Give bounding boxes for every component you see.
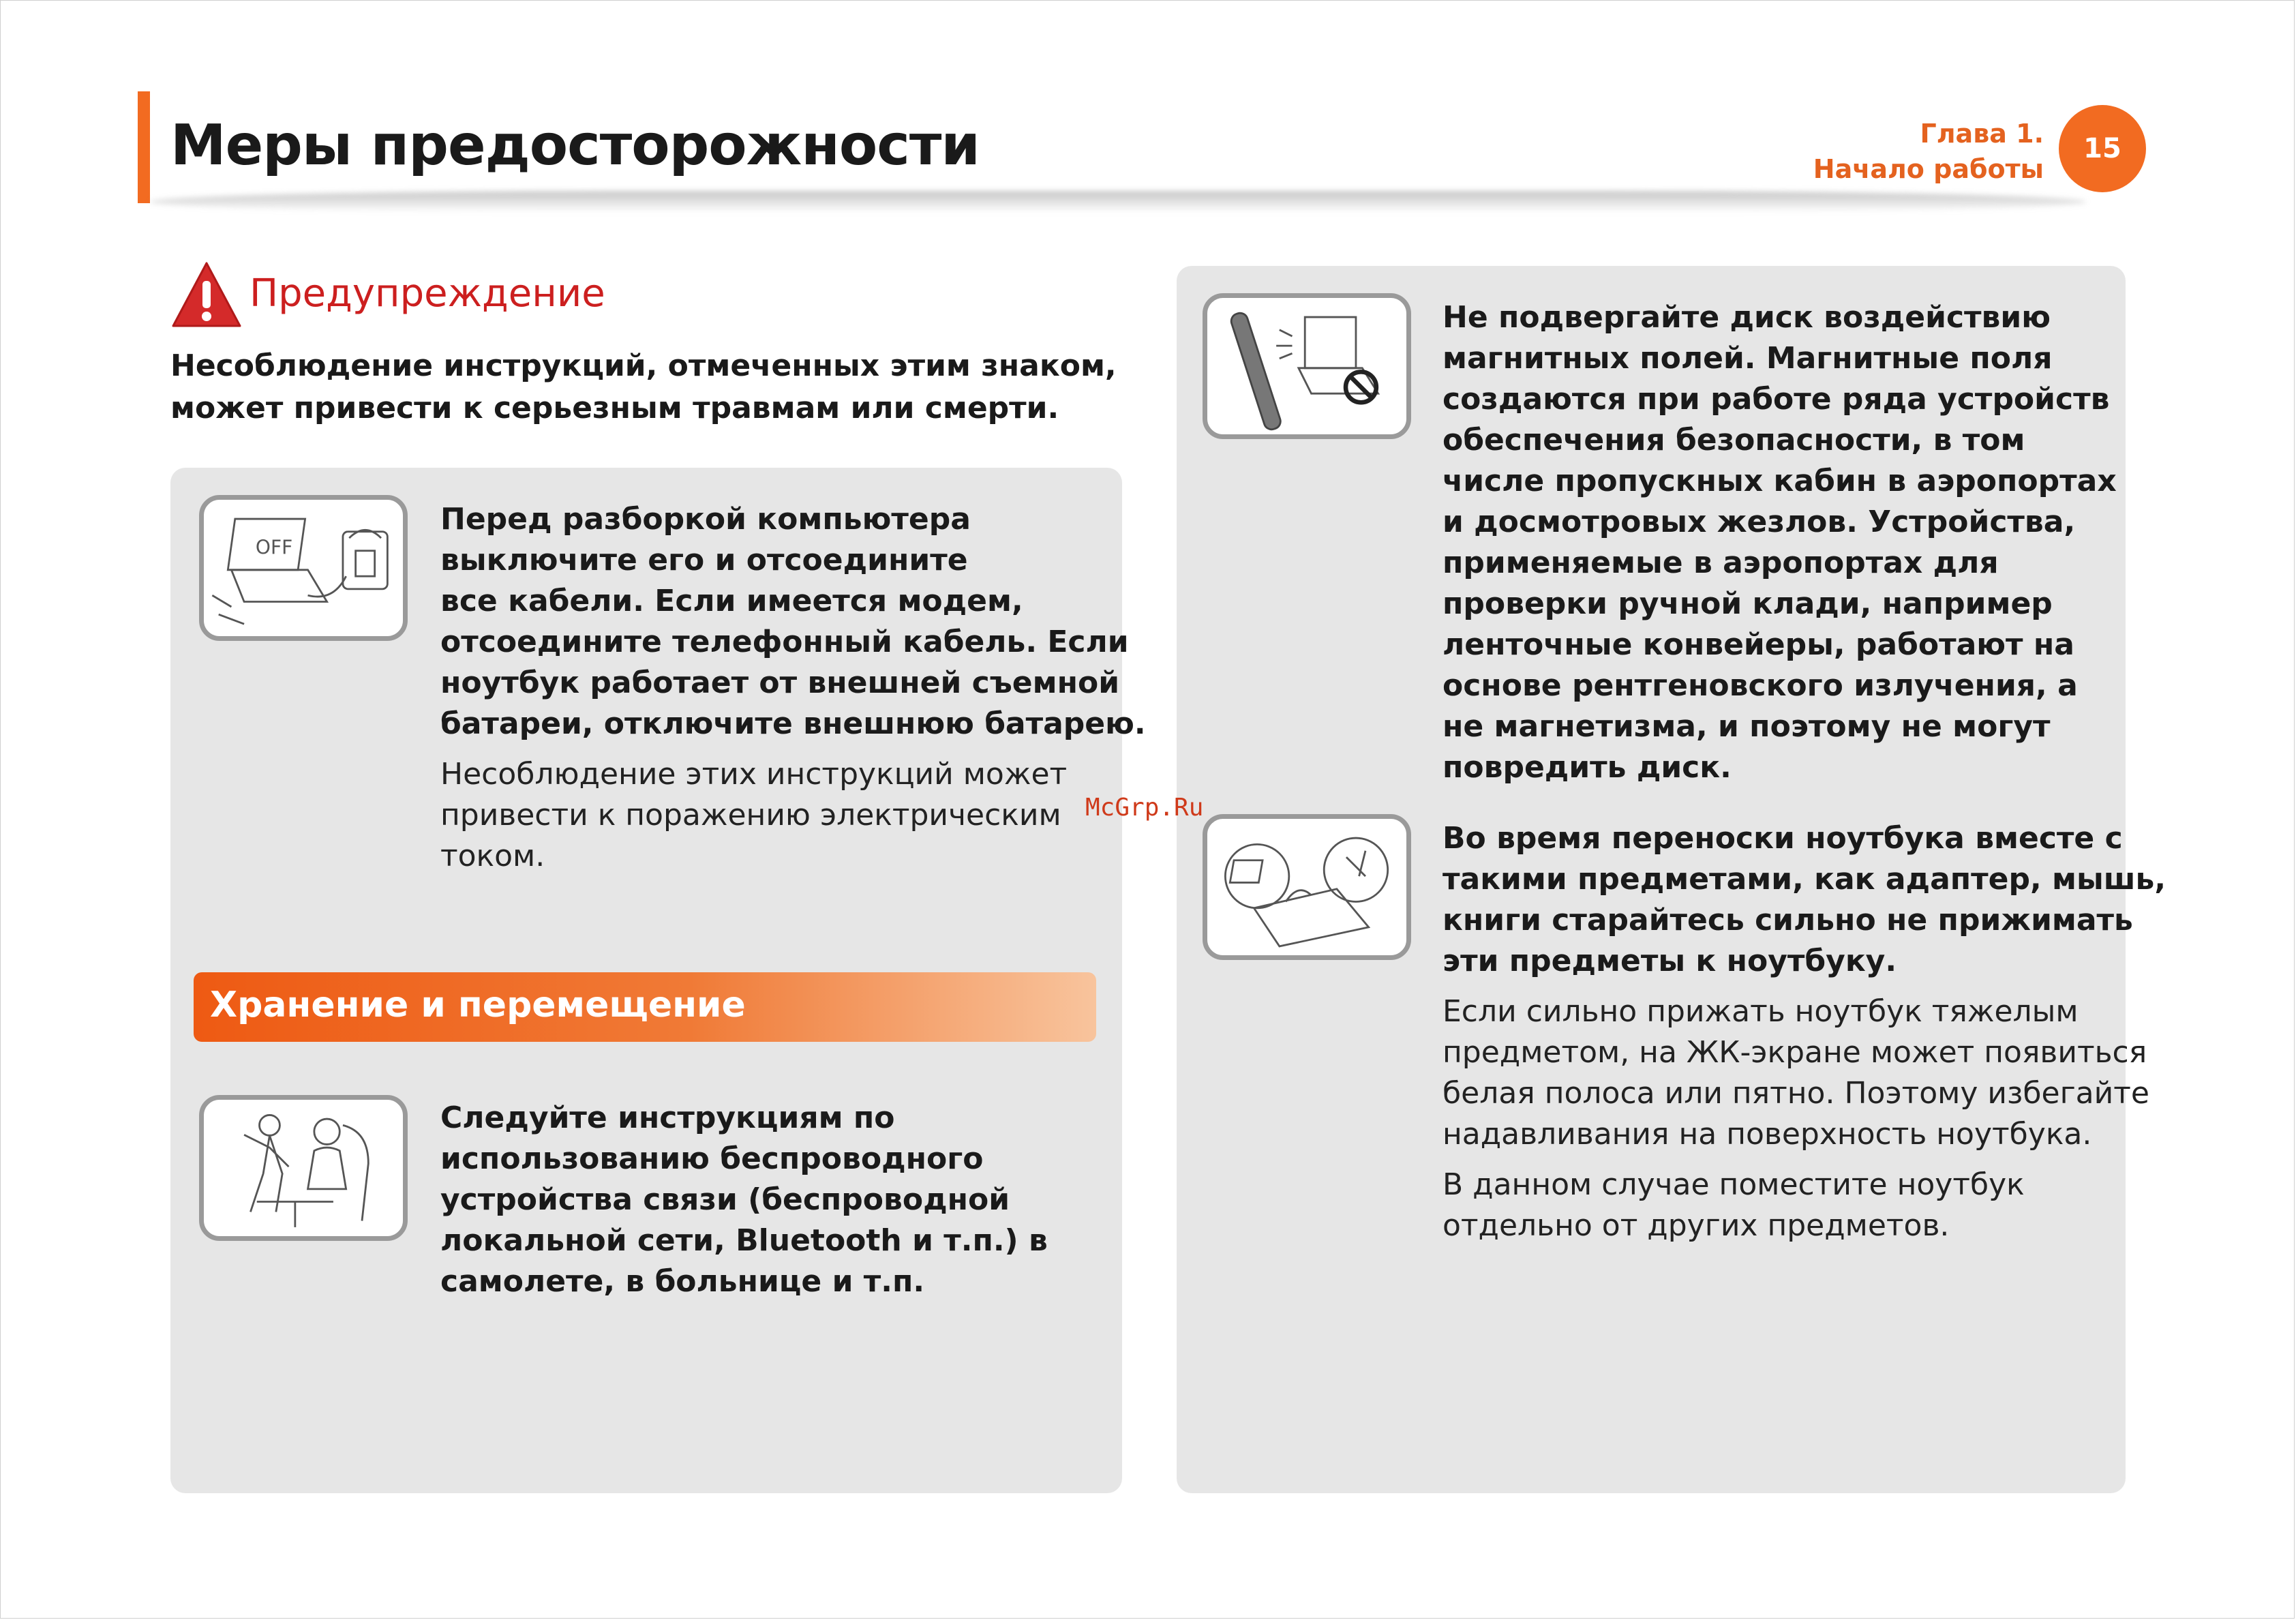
text-line: локальной сети, Bluetooth и т.п.) в (440, 1223, 1048, 1258)
text-line: эти предметы к ноутбуку. (1442, 944, 1897, 978)
title-accent-bar (138, 91, 150, 203)
page-title: Меры предосторожности (170, 113, 980, 178)
airplane-passenger-icon (199, 1095, 408, 1241)
text-line: применяемые в аэропортах для (1442, 545, 1999, 580)
text-line: использованию беспроводного (440, 1141, 984, 1176)
chapter-number: Глава 1. (1920, 119, 2044, 149)
warning-triangle-icon (170, 260, 243, 329)
text-line: не магнетизма, и поэтому не могут (1442, 709, 2051, 744)
text-line: книги старайтесь сильно не прижимать (1442, 903, 2133, 937)
laptop-off-phone-icon (199, 495, 408, 641)
section-title: Хранение и перемещение (210, 985, 746, 1025)
text-line: основе рентгеновского излучения, а (1442, 668, 2078, 703)
text-line: током. (440, 839, 545, 873)
chapter-label (1813, 116, 2044, 187)
warning-text (170, 345, 1117, 430)
text-line: привести к поражению электрическим (440, 798, 1061, 832)
text-line: Не подвергайте диск воздействию (1442, 300, 2051, 335)
text-line: числе пропускных кабин в аэропортах (1442, 464, 2117, 498)
watermark: McGrp.Ru (1085, 794, 1204, 822)
warning-line: может привести к серьезным травмам или смерти. (170, 391, 1059, 425)
text-line: проверки ручной клади, например (1442, 586, 2053, 621)
text-line: повредить диск. (1442, 750, 1732, 785)
text-line: Следуйте инструкциям по (440, 1100, 895, 1135)
text-line: обеспечения безопасности, в том (1442, 423, 2025, 457)
text-line: все кабели. Если имеется модем, (440, 584, 1023, 618)
text-line: батареи, отключите внешнюю батарею. (440, 706, 1146, 741)
text-line: предметом, на ЖК-экране может появиться (1442, 1035, 2147, 1070)
text-line: Несоблюдение этих инструкций может (440, 757, 1068, 792)
text-line: Перед разборкой компьютера (440, 502, 971, 537)
right-item-text (1442, 297, 2117, 788)
text-line: выключите его и отсоедините (440, 543, 968, 578)
text-line: и досмотровых жезлов. Устройства, (1442, 505, 2076, 539)
chapter-title: Начало работы (1813, 154, 2044, 184)
text-line: ленточные конвейеры, работают на (1442, 627, 2074, 662)
text-line: белая полоса или пятно. Поэтому избегайте (1442, 1076, 2149, 1111)
section-item-text (440, 1098, 1048, 1302)
text-line: В данном случае поместите ноутбук (1442, 1167, 2025, 1202)
magnetic-wand-icon (1203, 293, 1411, 439)
left-item-text (440, 499, 1146, 877)
warning-title: Предупреждение (250, 271, 605, 316)
svg-text:OFF: OFF (255, 536, 293, 559)
text-line: отсоедините телефонный кабель. Если (440, 625, 1129, 659)
page-number-badge: 15 (2059, 105, 2146, 192)
text-line: Если сильно прижать ноутбук тяжелым (1442, 994, 2079, 1029)
text-line: надавливания на поверхность ноутбука. (1442, 1117, 2092, 1152)
bag-pressure-icon (1203, 814, 1411, 960)
text-line: Во время переноски ноутбука вместе с (1442, 821, 2123, 856)
warning-line: Несоблюдение инструкций, отмеченных этим знаком, (170, 348, 1117, 383)
text-line: устройства связи (беспроводной (440, 1182, 1010, 1217)
text-line: ноутбук работает от внешней съемной (440, 665, 1120, 700)
header-divider (150, 191, 2086, 213)
text-line: создаются при работе ряда устройств (1442, 382, 2110, 417)
text-line: отдельно от других предметов. (1442, 1208, 1950, 1243)
text-line: такими предметами, как адаптер, мышь, (1442, 862, 2166, 897)
text-line: магнитных полей. Магнитные поля (1442, 341, 2053, 376)
right-item-text (1442, 818, 2166, 1246)
text-line: самолете, в больнице и т.п. (440, 1264, 925, 1299)
